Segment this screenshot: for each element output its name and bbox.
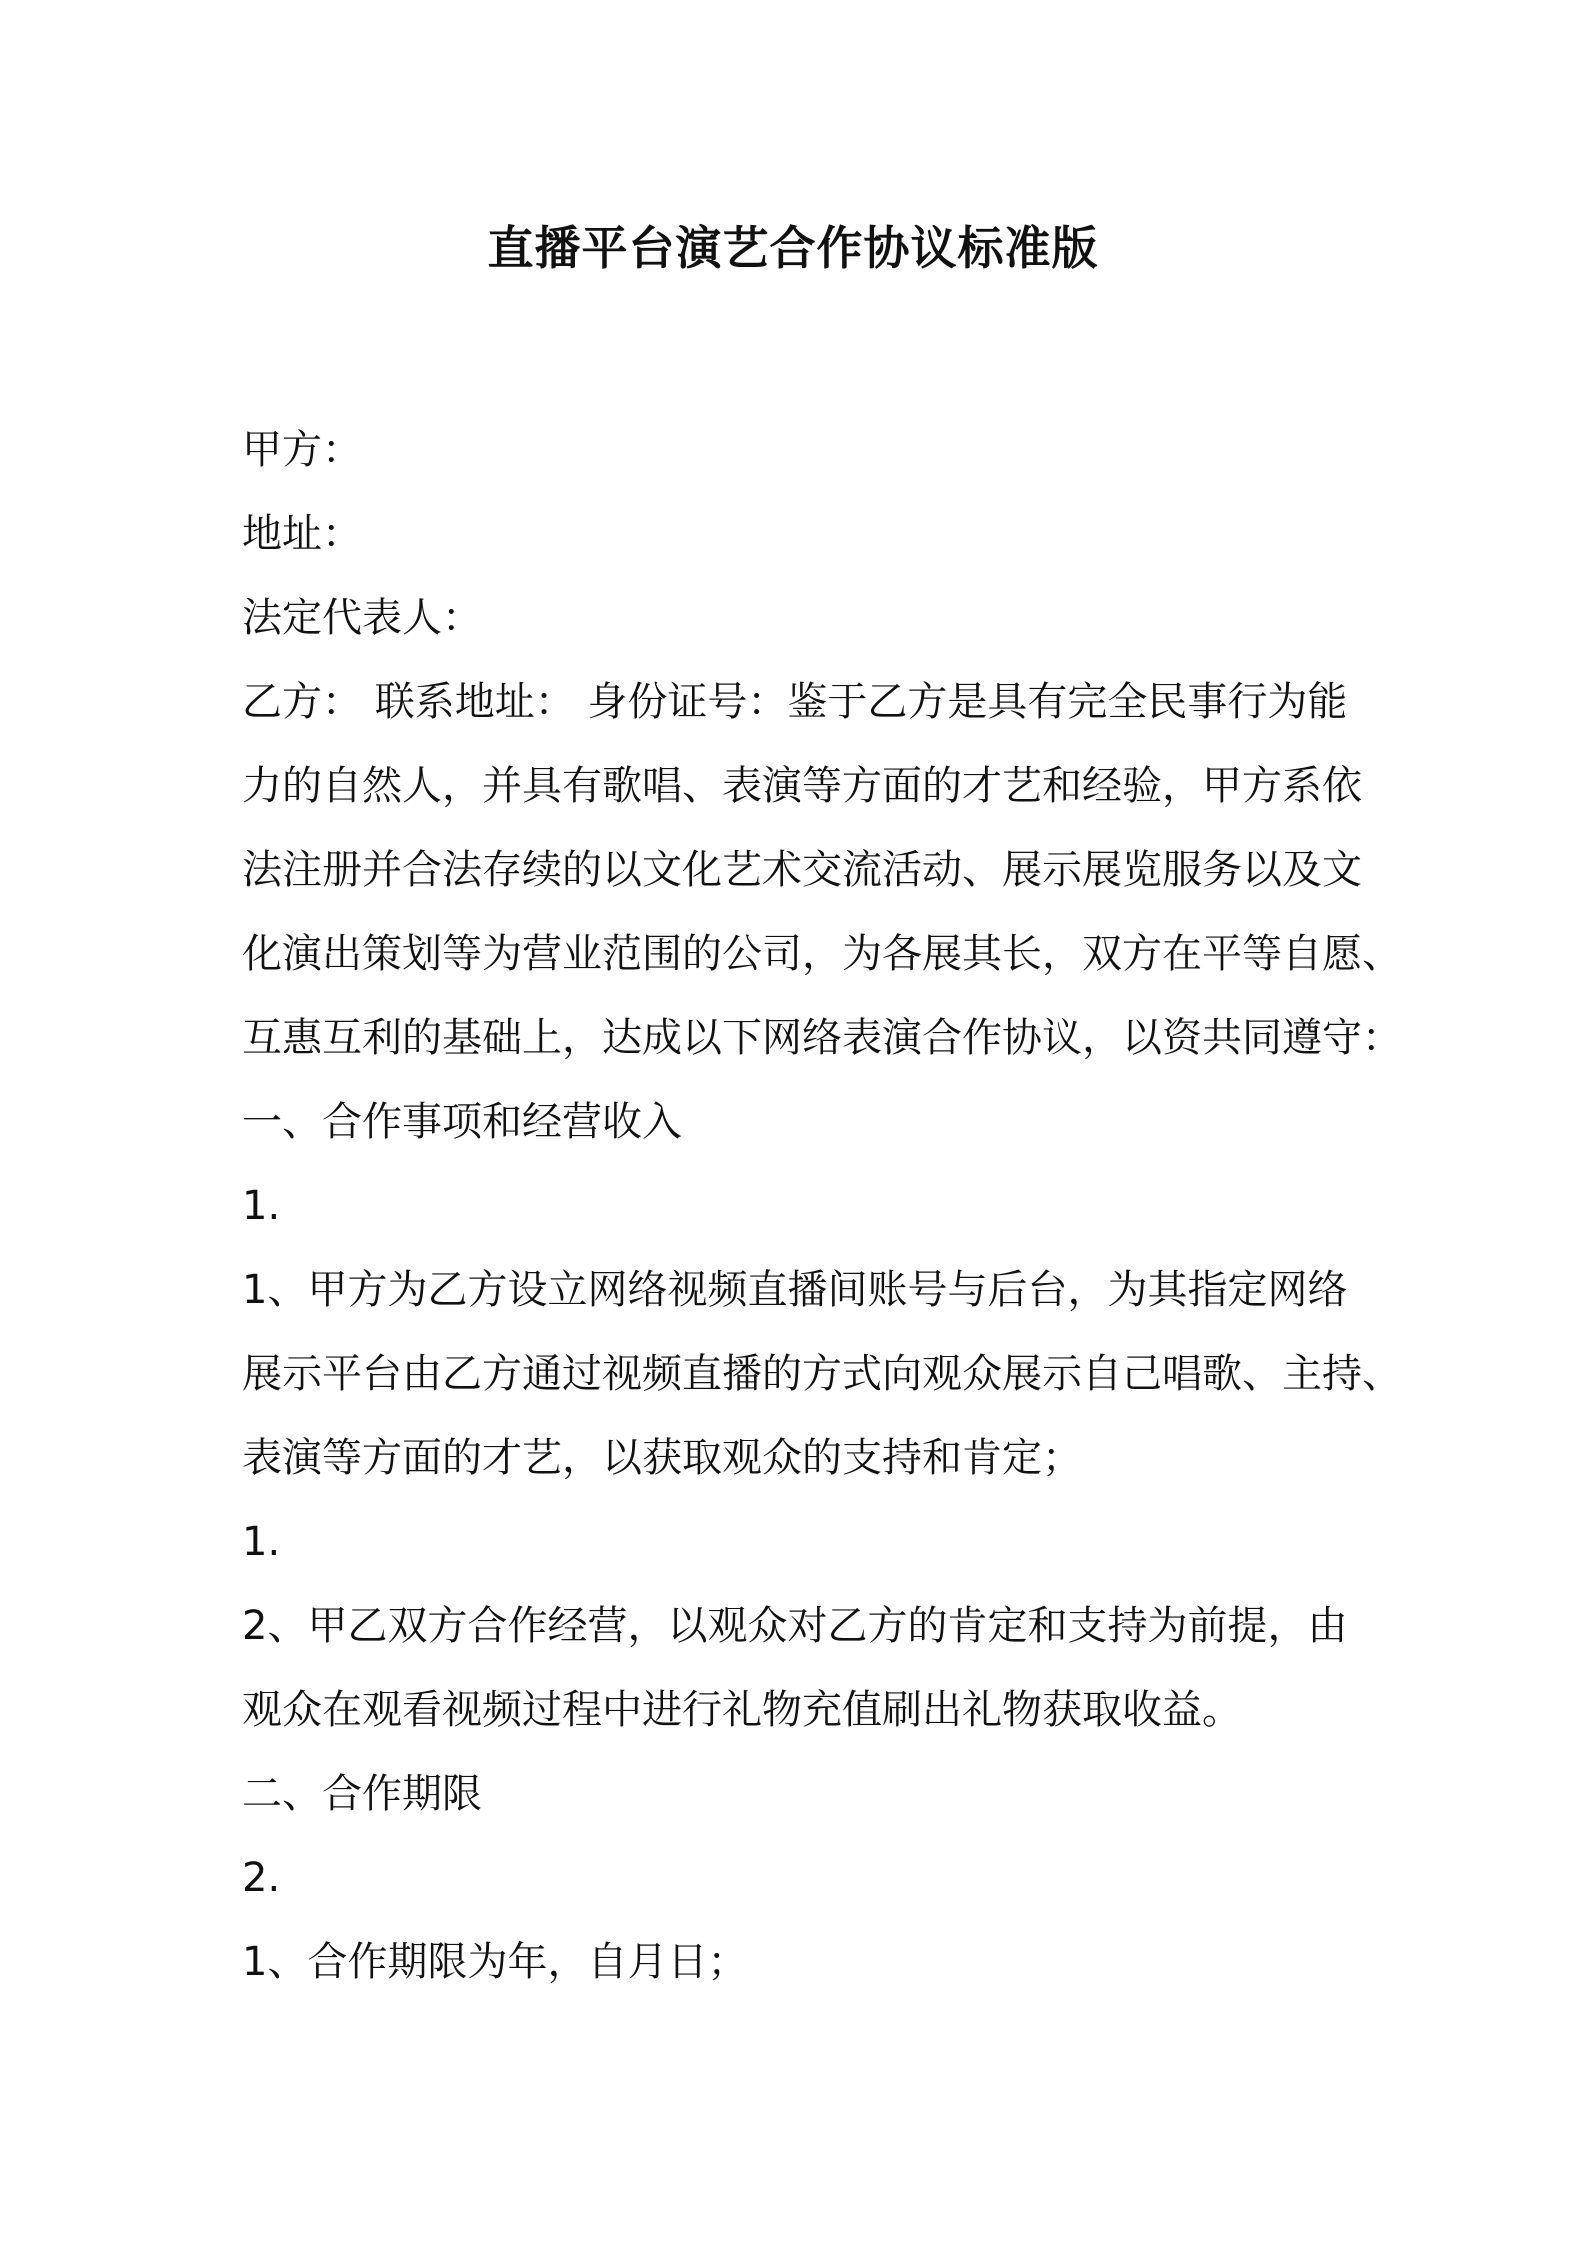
preamble-line: 化演出策划等为营业范围的公司，为各展其长，双方在平等自愿、 bbox=[242, 931, 1402, 977]
section-heading: 二、合作期限 bbox=[242, 1771, 482, 1817]
clause-text: 2、甲乙双方合作经营，以观众对乙方的肯定和支持为前提，由 bbox=[242, 1603, 1348, 1649]
clause-number: 1. bbox=[242, 1183, 281, 1229]
document-body bbox=[242, 408, 1402, 2004]
address-line: 地址： bbox=[242, 511, 362, 557]
section-heading: 一、合作事项和经营收入 bbox=[242, 1099, 682, 1145]
clause-text: 1、甲方为乙方设立网络视频直播间账号与后台，为其指定网络 bbox=[242, 1267, 1348, 1313]
document-title: 直播平台演艺合作协议标准版 bbox=[487, 221, 1099, 275]
legal-representative-line: 法定代表人： bbox=[242, 595, 482, 641]
clause-number: 2. bbox=[242, 1855, 281, 1901]
party-b-line: 乙方： 联系地址： 身份证号：鉴于乙方是具有完全民事行为能 bbox=[242, 679, 1348, 725]
clause-text: 展示平台由乙方通过视频直播的方式向观众展示自己唱歌、主持、 bbox=[242, 1351, 1402, 1397]
preamble-line: 法注册并合法存续的以文化艺术交流活动、展示展览服务以及文 bbox=[242, 847, 1362, 893]
preamble-line: 互惠互利的基础上，达成以下网络表演合作协议，以资共同遵守： bbox=[242, 1015, 1402, 1061]
clause-text: 观众在观看视频过程中进行礼物充值刷出礼物获取收益。 bbox=[242, 1687, 1242, 1733]
preamble-line: 力的自然人，并具有歌唱、表演等方面的才艺和经验，甲方系依 bbox=[242, 763, 1362, 809]
clause-text: 1、合作期限为年，自月日； bbox=[242, 1939, 748, 1985]
party-a-line: 甲方： bbox=[242, 427, 362, 473]
clause-number: 1. bbox=[242, 1519, 281, 1565]
clause-text: 表演等方面的才艺，以获取观众的支持和肯定； bbox=[242, 1435, 1082, 1481]
